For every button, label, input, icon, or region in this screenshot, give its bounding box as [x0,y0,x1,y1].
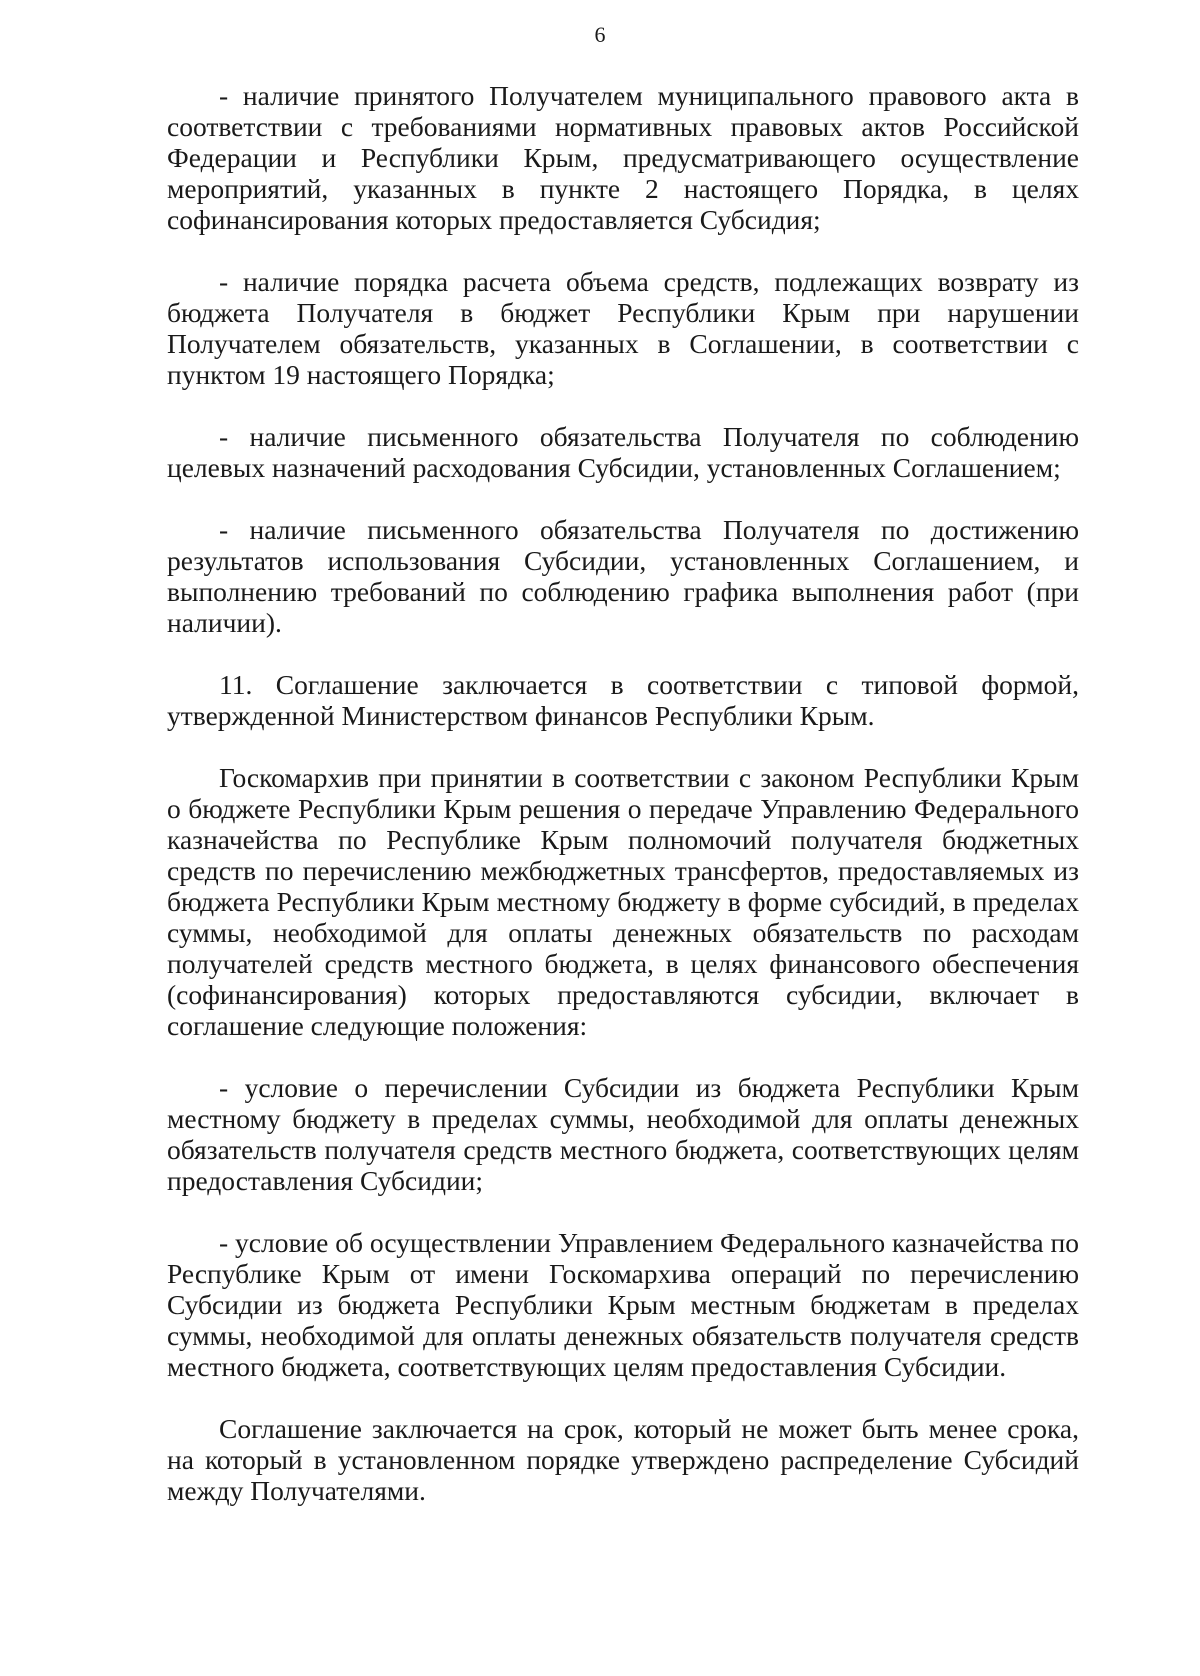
page-number: 6 [594,22,606,47]
paragraph-results-obligation: - наличие письменного обязательства Получателя по достижению результатов использования Субсидии, установленных Соглашением, и выполнению требований по соблюдению графика выполнения работ (при наличии). [167,514,1079,638]
document-body [167,80,1079,1506]
paragraph-treasury-condition: - условие об осуществлении Управлением Федерального казначейства по Республике Крым от имени Госкомархива операций по перечислению Субсидии из бюджета Республики Крым местным бюджетам в пределах суммы, необходимой для оплаты денежных обязательств получателя средств местного бюджета, соответствующих целям предоставления Субсидии. [167,1227,1079,1382]
paragraph-goskomarkhiv-provisions: Госкомархив при принятии в соответствии с законом Республики Крым о бюджете Республики Крым решения о передаче Управлению Федерального казначейства по Республике Крым полномочий получателя бюджетных средств по перечислению межбюджетных трансфертов, предоставляемых из бюджета Республики Крым местному бюджету в форме субсидий, в пределах суммы, необходимой для оплаты денежных обязательств по расходам получателей средств местного бюджета, в целях финансового обеспечения (софинансирования) которых предоставляются субсидии, включает в соглашение следующие положения: [167,762,1079,1041]
paragraph-transfer-condition: - условие о перечислении Субсидии из бюджета Республики Крым местному бюджету в пределах суммы, необходимой для оплаты денежных обязательств получателя средств местного бюджета, соответствующих целям предоставления Субсидии; [167,1072,1079,1196]
paragraph-target-use-obligation: - наличие письменного обязательства Получателя по соблюдению целевых назначений расходования Субсидии, установленных Соглашением; [167,421,1079,483]
paragraph-municipal-act: - наличие принятого Получателем муниципального правового акта в соответствии с требованиями нормативных правовых актов Российской Федерации и Республики Крым, предусматривающего осуществление мероприятий, указанных в пункте 2 настоящего Порядка, в целях софинансирования которых предоставляется Субсидия; [167,80,1079,235]
paragraph-item-11: 11. Соглашение заключается в соответствии с типовой формой, утвержденной Министерством финансов Республики Крым. [167,669,1079,731]
paragraph-agreement-term: Соглашение заключается на срок, который не может быть менее срока, на который в установленном порядке утверждено распределение Субсидий между Получателями. [167,1413,1079,1506]
paragraph-refund-calculation: - наличие порядка расчета объема средств, подлежащих возврату из бюджета Получателя в бюджет Республики Крым при нарушении Получателем обязательств, указанных в Соглашении, в соответствии с пунктом 19 настоящего Порядка; [167,266,1079,390]
